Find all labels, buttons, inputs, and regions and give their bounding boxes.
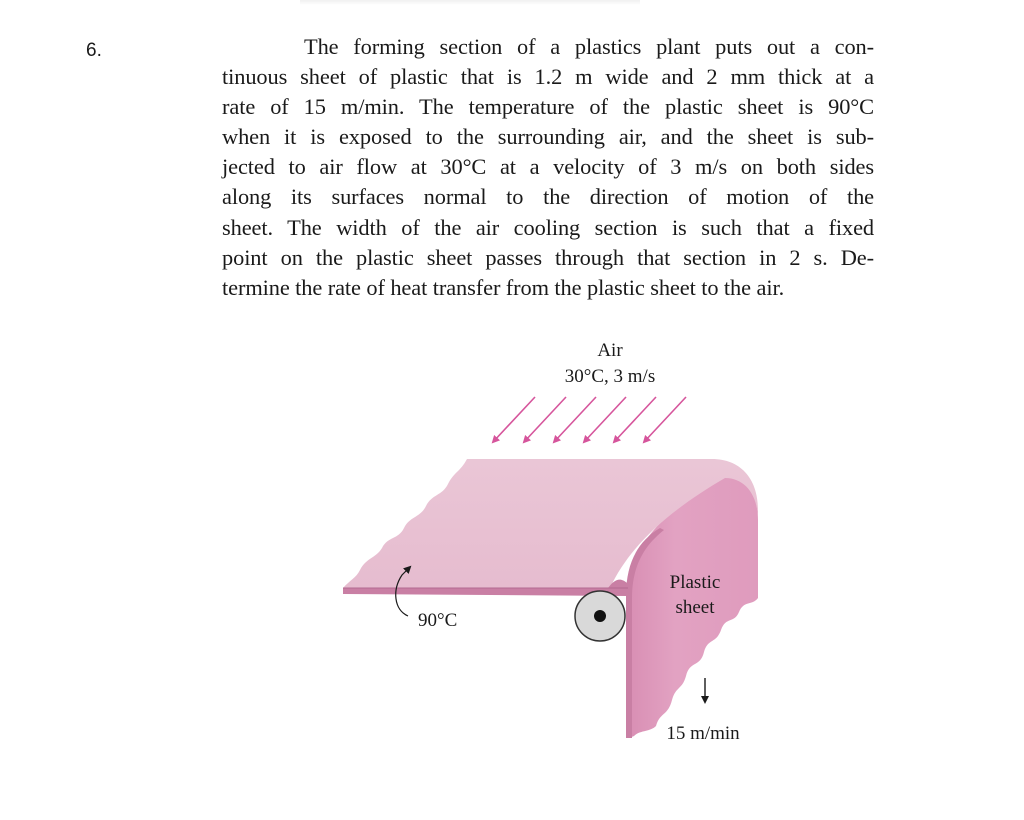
roller-axle (594, 610, 606, 622)
sheet-speed-label: 15 m/min (666, 723, 740, 744)
problem-line: The forming section of a plastics plant puts out a con- (304, 34, 874, 59)
problem-line: rate of 15 m/min. The temperature of the plastic sheet is 90°C (222, 94, 874, 120)
problem-line: jected to air flow at 30°C at a velocity of 3 m/s on both sides (222, 154, 874, 180)
problem-line: when it is exposed to the surrounding air, and the sheet is sub- (222, 124, 874, 150)
air-label: Air (597, 340, 623, 361)
problem-line: sheet. The width of the air cooling section is such that a fixed (222, 214, 874, 240)
problem-number: 6. (86, 40, 102, 61)
plastic-sheet-label-line1: Plastic (669, 572, 721, 593)
roller (575, 591, 625, 641)
problem-line: along its surfaces normal to the direction of motion of the (222, 184, 874, 210)
problem-line: termine the rate of heat transfer from the plastic sheet to the air. (222, 274, 785, 300)
air-flow-arrows (493, 397, 686, 442)
plastic-sheet-label-line2: sheet (675, 597, 715, 618)
problem-line: tinuous sheet of plastic that is 1.2 m wide and 2 mm thick at a (222, 64, 874, 90)
air-arrow (493, 397, 535, 442)
air-conditions-label: 30°C, 3 m/s (564, 366, 656, 387)
problem-line: point on the plastic sheet passes through that section in 2 s. De- (222, 244, 874, 270)
sheet-temperature-label: 90°C (418, 610, 458, 631)
